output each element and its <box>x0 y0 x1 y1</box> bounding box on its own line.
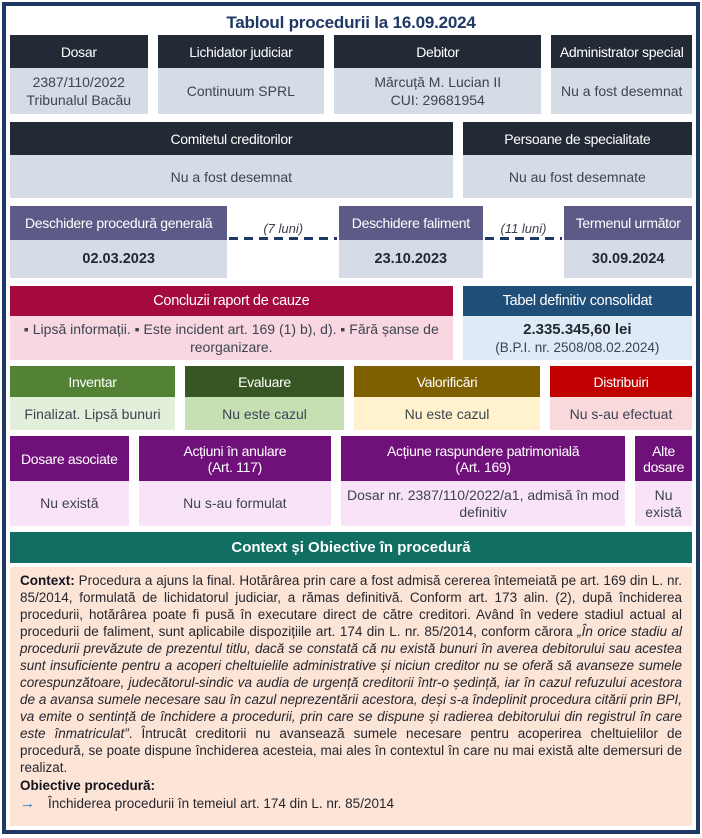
persoane-specialitate-header: Persoane de specialitate <box>463 122 692 155</box>
valorificari-value: Nu este cazul <box>354 397 540 430</box>
actiuni-anulare-card <box>139 436 331 526</box>
objective-text: Închiderea procedurii în temeiul art. 174 din L. nr. 85/2014 <box>48 796 394 811</box>
actiuni-anulare-value: Nu s-au formulat <box>139 481 331 526</box>
actiune-raspundere-label: Acțiune raspundere patrimonială <box>386 442 580 459</box>
spacer <box>10 198 692 206</box>
comitet-creditori-value: Nu a fost desemnat <box>10 155 453 198</box>
interval-7-luni <box>227 206 339 240</box>
objective-item <box>20 795 682 812</box>
stage-faliment-date: 23.10.2023 <box>339 240 483 278</box>
tabel-definitiv-card <box>463 286 692 360</box>
evaluare-header: Evaluare <box>185 366 344 397</box>
debitor-card <box>334 35 541 114</box>
debitor-value <box>334 68 541 114</box>
interval-label: (7 luni) <box>263 221 304 236</box>
tabel-amount: 2.335.345,60 lei <box>523 321 632 338</box>
interval-label: (11 luni) <box>500 221 547 236</box>
administrator-special-text: Nu a fost desemnat <box>561 83 683 99</box>
spacer <box>10 114 692 122</box>
context-text-2: . Întrucât creditorii nu avansează sumele necesare pentru acoperirea cheltuielilor de procedură, se poate dispune închiderea acesteia, mai ales în contextul în care nu mai există alte demersuri de realizat. <box>20 726 683 775</box>
timeline-row <box>10 206 692 278</box>
spacer <box>10 278 692 286</box>
distribuiri-card <box>550 366 692 430</box>
dosar-value <box>10 68 148 114</box>
lichidator-name: Continuum SPRL <box>186 83 295 99</box>
lichidator-card <box>158 35 325 114</box>
tabel-definitiv-header: Tabel definitiv consolidat <box>463 286 692 316</box>
dosar-number: 2387/110/2022 <box>32 74 125 90</box>
actiune-raspundere-sub: (Art. 169) <box>455 458 511 475</box>
dosare-asociate-header <box>10 436 129 481</box>
actiune-raspundere-card <box>341 436 625 526</box>
stage-general-header: Deschidere procedură generală <box>10 206 227 240</box>
distribuiri-value: Nu s-au efectuat <box>550 397 692 430</box>
inventar-card <box>10 366 175 430</box>
lichidator-value <box>158 68 325 114</box>
comitet-creditori-card <box>10 122 453 198</box>
page-title: Tabloul procedurii la 16.09.2024 <box>226 12 476 32</box>
litigation-row <box>10 436 692 526</box>
committees-row <box>10 122 692 198</box>
procedure-board <box>2 2 700 834</box>
persoane-specialitate-card <box>463 122 692 198</box>
timeline-blank <box>227 240 339 278</box>
registry-row <box>10 35 692 114</box>
stages-row <box>10 366 692 430</box>
arrow-icon: → <box>20 795 35 812</box>
alte-dosare-value: Nu există <box>635 481 692 526</box>
administrator-special-header: Administrator special <box>551 35 692 68</box>
interval-11-luni <box>483 206 565 240</box>
context-text-1: Procedura a ajuns la final. Hotărârea prin care a fost admisă cererea întemeiată pe art. 169 din L. nr. 85/2014, formulată de lichidatorul judiciar, a rămas definitivă. Conform art. 173 alin. (2), după închiderea procedurii, hotărârea poate fi pusă în executare direct de către creditori. Având în vedere stadiul actual al procedurii de faliment, sunt aplicabile dispozițiile art. 174 din L. nr. 85/2014, conform cărora <box>20 573 682 639</box>
valorificari-card <box>354 366 540 430</box>
dosar-court: Tribunalul Bacău <box>26 92 132 108</box>
inventar-header: Inventar <box>10 366 175 397</box>
debitor-name: Mărcuță M. Lucian II <box>374 74 502 90</box>
evaluare-value: Nu este cazul <box>185 397 344 430</box>
objectives-label: Obiective procedură: <box>20 778 156 793</box>
evaluare-card <box>185 366 344 430</box>
stage-termen-header: Termenul următor <box>564 206 692 240</box>
tabel-bpi-reference: (B.P.I. nr. 2508/08.02.2024) <box>495 340 660 355</box>
tabel-definitiv-value <box>463 316 692 360</box>
context-lead-label: Context: <box>20 573 75 588</box>
debitor-cui: CUI: 29681954 <box>390 92 485 108</box>
actiuni-anulare-header <box>139 436 331 481</box>
actiuni-anulare-sub: (Art. 117) <box>207 458 262 475</box>
context-body <box>10 567 692 826</box>
dosare-asociate-label: Dosare asociate <box>20 450 118 467</box>
timeline-blank <box>483 240 565 278</box>
concluzii-card <box>10 286 453 360</box>
conclusions-row <box>10 286 692 360</box>
context-paragraph <box>20 572 682 776</box>
stage-general-date: 02.03.2023 <box>10 240 227 278</box>
actiune-raspundere-header <box>341 436 625 481</box>
administrator-special-value <box>551 68 692 114</box>
debitor-header: Debitor <box>334 35 541 68</box>
valorificari-header: Valorificări <box>354 366 540 397</box>
persoane-specialitate-value: Nu au fost desemnate <box>463 155 692 198</box>
concluzii-header: Concluzii raport de cauze <box>10 286 453 316</box>
alte-dosare-header <box>635 436 692 481</box>
context-legal-quote: „În orice stadiu al procedurii prevăzute de prezentul titlu, dacă se constată că nu există bunuri în averea debitorului sau acestea sunt insuficiente pentru a acoperi cheltuielile administrative și niciun creditor nu se oferă să avanseze sumele corespunzătoare, judecătorul-sindic va audia de urgență creditorii într-o ședință, iar în cazul refuzului acestora de a avansa sumele necesare sau în cazul neprezentării acestora, deși s-a îndeplinit procedura citării prin BPI, va emite o sentință de închidere a procedurii, prin care se dispune și radierea debitorului din registrul în care este înmatriculat” <box>20 624 682 741</box>
concluzii-value: ▪ Lipsă informații. ▪ Este incident art. 169 (1) b), d). ▪ Fără șanse de reorganizare. <box>10 316 453 360</box>
actiuni-anulare-label: Acțiuni în anulare <box>183 442 287 459</box>
administrator-special-card <box>551 35 692 114</box>
context-section-header: Context și Obiective în procedură <box>10 532 692 563</box>
dosar-header: Dosar <box>10 35 148 68</box>
dosare-asociate-card <box>10 436 129 526</box>
distribuiri-header: Distribuiri <box>550 366 692 397</box>
actiune-raspundere-value: Dosar nr. 2387/110/2022/a1, admisă în mod definitiv <box>341 481 625 526</box>
inventar-value: Finalizat. Lipsă bunuri <box>10 397 175 430</box>
alte-dosare-label: Alte dosare <box>643 442 685 475</box>
lichidator-header: Lichidator judiciar <box>158 35 325 68</box>
dosare-asociate-value: Nu există <box>10 481 129 526</box>
comitet-creditori-header: Comitetul creditorilor <box>10 122 453 155</box>
alte-dosare-card <box>635 436 692 526</box>
stage-faliment-header: Deschidere faliment <box>339 206 483 240</box>
dosar-card <box>10 35 148 114</box>
stage-termen-date: 30.09.2024 <box>564 240 692 278</box>
